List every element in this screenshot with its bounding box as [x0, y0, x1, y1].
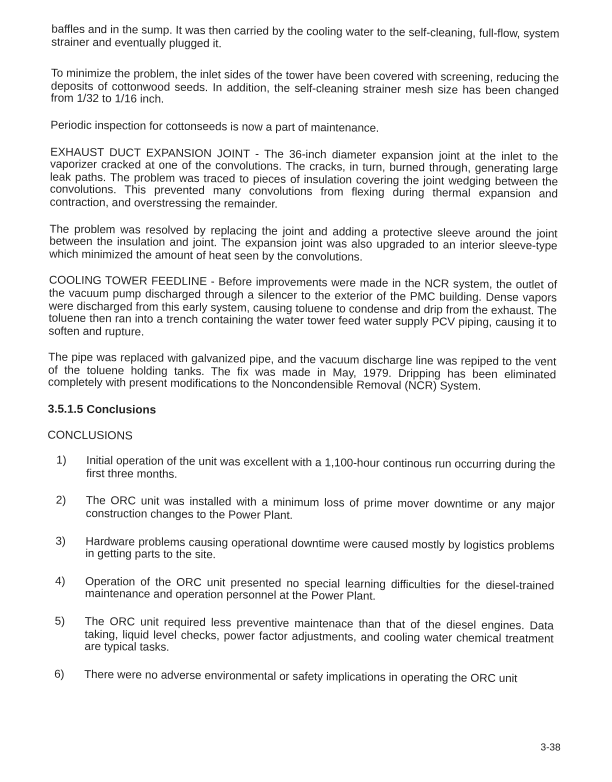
list-number: 5)	[54, 615, 65, 628]
list-number: 1)	[56, 454, 67, 468]
conclusions-list	[45, 455, 555, 686]
paragraph-pipe-replacement: The pipe was replaced with galvanized pipe, and the vacuum discharge line was repiped to the vent of the toluene holding tanks. The fix was made in May, 1979. Dripping has been eliminated completely with present modifications to the Noncondensible Removal (NCR) System.	[47, 351, 557, 394]
list-item-text: Initial operation of the unit was excellent with a 1,100-hour continous run occurring during the first three months.	[86, 455, 556, 481]
list-number: 4)	[55, 575, 66, 588]
list-number: 3)	[55, 535, 66, 548]
paragraph-cooling-tower-feedline: COOLING TOWER FEEDLINE - Before improvements were made in the NCR system, the outlet of the vacuum pump discharged through a silencer to the exterior of the PMC building. Dense vapors were discharged from this early system, causing toluene to condense and drip from the exhaust. The toluene then ran into a trench containing the water tower feed water supply PCV piping, causing it to soften and rupture.	[48, 274, 558, 339]
list-item	[46, 575, 554, 605]
list-item-text: The ORC unit required less preventive maintenace than that of the diesel engines. Data taking, liquid level checks, power factor adjustments, and cooling water chemical treatment are typical tasks.	[84, 615, 554, 654]
page-number: 3-38	[540, 742, 561, 754]
list-item	[47, 455, 555, 485]
list-item-text: Operation of the ORC unit presented no special learning difficulties for the diesel-trained maintenance and operation personnel at the Power Plant.	[84, 575, 555, 604]
body-text	[48, 24, 559, 395]
list-item	[45, 668, 553, 685]
list-item-text: The ORC unit was installed with a minimum loss of prime mover downtime or any major construction changes to the Power Plant.	[85, 495, 555, 522]
paragraph-strainer-plugging: baffles and in the sump. It was then carried by the cooling water to the self-cleaning, full-flow, system strainer and eventually plugged it.	[51, 23, 560, 50]
paragraph-screening-fix: To minimize the problem, the inlet sides of the tower have been covered with screening, reducing the deposits of cottonwood seeds. In addition, the self-cleaning strainer mesh size has been changed from 1/32 to 1/16 inch.	[50, 67, 560, 107]
list-item	[47, 495, 555, 525]
conclusions-title: CONCLUSIONS	[47, 428, 133, 443]
list-item-text: There were no adverse environmental or safety implications in operating the ORC unit	[84, 668, 518, 685]
list-item	[45, 616, 553, 659]
paragraph-periodic-inspection: Periodic inspection for cottonseeds is now a part of maintenance.	[50, 119, 380, 135]
list-number: 6)	[54, 668, 65, 681]
list-number: 2)	[55, 495, 67, 508]
paragraph-expansion-joint: EXHAUST DUCT EXPANSION JOINT - The 36-inch diameter expansion joint at the inlet to the vaporizer cracked at one of the convolutions. The cracks, in turn, burned through, generating large leak paths. The problem was traced to pieces of insulation covering the joint wedging between the convolutions. This prevented many convolutions from flexing during thermal expansion and contraction, and overstressing the remainder.	[49, 146, 559, 211]
list-item	[46, 535, 554, 565]
section-heading: 3.5.1.5 Conclusions	[47, 402, 157, 417]
list-item-text: Hardware problems causing operational downtime were caused mostly by logistics problems in getting parts to the site.	[85, 535, 555, 562]
paragraph-expansion-joint-resolution: The problem was resolved by replacing the joint and adding a protective sleeve around the joint between the insulation and joint. The expansion joint was also upgraded to an interior sleeve-type which minimized the amount of heat seen by the convolutions.	[49, 223, 558, 264]
